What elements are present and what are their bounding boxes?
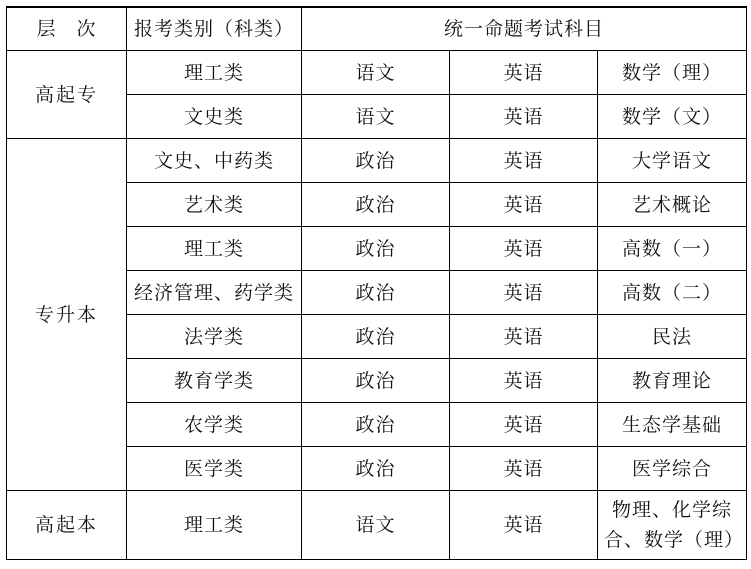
subject-cell: 英语: [450, 51, 598, 95]
table-row: [7, 51, 747, 95]
subject-cell: 高数（二）: [598, 271, 747, 315]
document-page: [6, 6, 746, 560]
table-header-row: [7, 7, 747, 51]
subject-cell: 政治: [302, 227, 450, 271]
subject-cell: 医学综合: [598, 447, 747, 491]
subject-cell: 英语: [450, 227, 598, 271]
header-level: 层 次: [7, 7, 127, 51]
subject-cell: 英语: [450, 139, 598, 183]
subject-cell: 高数（一）: [598, 227, 747, 271]
level-cell: 高起专: [7, 51, 127, 139]
table-row: [7, 491, 747, 560]
subject-cell: 数学（理）: [598, 51, 747, 95]
subject-cell: 政治: [302, 183, 450, 227]
category-cell: 理工类: [127, 51, 302, 95]
category-cell: 艺术类: [127, 183, 302, 227]
header-category: 报考类别（科类）: [127, 7, 302, 51]
subject-cell: 英语: [450, 491, 598, 560]
subject-cell: 英语: [450, 359, 598, 403]
category-cell: 文史、中药类: [127, 139, 302, 183]
subject-cell: 英语: [450, 315, 598, 359]
subject-cell: 语文: [302, 491, 450, 560]
category-cell: 农学类: [127, 403, 302, 447]
subject-cell: 英语: [450, 403, 598, 447]
subject-cell: 政治: [302, 447, 450, 491]
subject-cell: 英语: [450, 447, 598, 491]
subject-cell: 政治: [302, 359, 450, 403]
subject-cell: 数学（文）: [598, 95, 747, 139]
subject-cell: 英语: [450, 95, 598, 139]
subject-cell: 政治: [302, 403, 450, 447]
category-cell: 法学类: [127, 315, 302, 359]
subject-cell: 艺术概论: [598, 183, 747, 227]
subject-cell: 政治: [302, 139, 450, 183]
subject-cell: 政治: [302, 271, 450, 315]
category-cell: 经济管理、药学类: [127, 271, 302, 315]
subject-cell: 教育理论: [598, 359, 747, 403]
category-cell: 文史类: [127, 95, 302, 139]
subject-cell: 语文: [302, 51, 450, 95]
subject-cell: 英语: [450, 271, 598, 315]
category-cell: 理工类: [127, 227, 302, 271]
exam-subjects-table: [6, 6, 747, 560]
level-cell: 高起本: [7, 491, 127, 560]
header-subjects: 统一命题考试科目: [302, 7, 747, 51]
level-cell: 专升本: [7, 139, 127, 491]
subject-cell: 生态学基础: [598, 403, 747, 447]
category-cell: 教育学类: [127, 359, 302, 403]
subject-cell: 民法: [598, 315, 747, 359]
subject-cell: 政治: [302, 315, 450, 359]
category-cell: 理工类: [127, 491, 302, 560]
subject-cell: 英语: [450, 183, 598, 227]
table-row: [7, 139, 747, 183]
subject-cell: 大学语文: [598, 139, 747, 183]
subject-cell: 语文: [302, 95, 450, 139]
category-cell: 医学类: [127, 447, 302, 491]
subject-cell: 物理、化学综合、数学（理）: [598, 491, 747, 560]
